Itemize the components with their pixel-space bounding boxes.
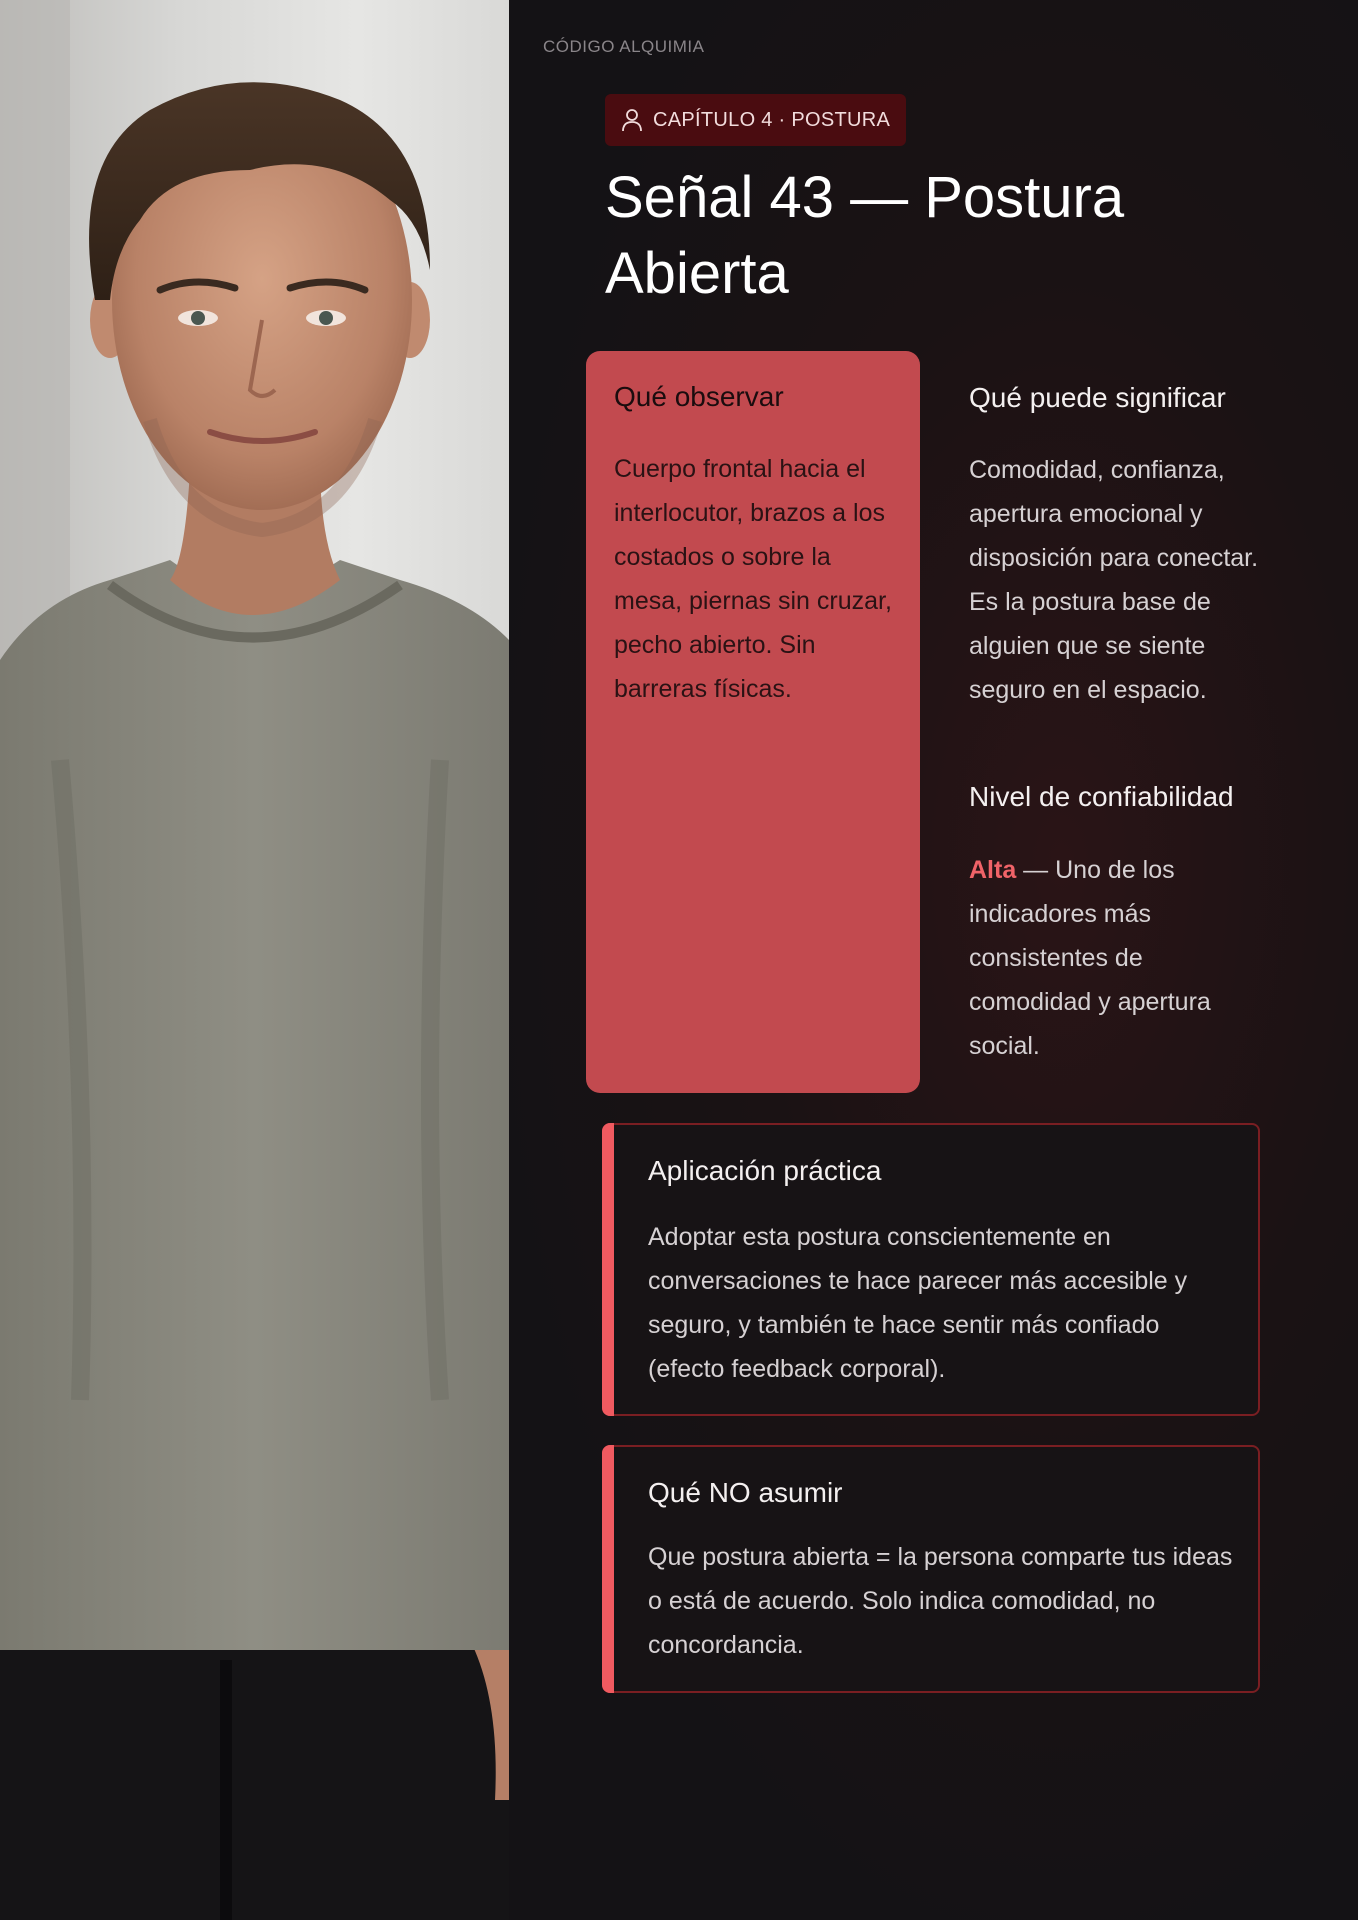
reliability-heading: Nivel de confiabilidad <box>969 781 1234 812</box>
reliability-level: Alta <box>969 856 1017 884</box>
chapter-label: CAPÍTULO 4 · POSTURA <box>653 108 891 131</box>
practical-text: Adoptar esta postura conscientemente en conversaciones te hace parecer más accesible y seguro, y también te hace sentir más confiado (efecto feedback corporal). <box>648 1223 1188 1383</box>
meaning-heading: Qué puede significar <box>969 382 1226 413</box>
reliability-text <box>969 848 1259 1068</box>
practical-heading: Aplicación práctica <box>648 1155 882 1186</box>
portrait-photo <box>0 0 509 1920</box>
chapter-chip <box>605 94 906 146</box>
person-icon <box>621 107 643 133</box>
dont-assume-box <box>602 1445 1260 1693</box>
meaning-text: Comodidad, confianza, apertura emocional y disposición para conectar. Es la postura base de alguien que se siente seguro en el espacio. <box>969 456 1259 704</box>
accent-bar <box>602 1123 614 1416</box>
page-title: Señal 43 — Postura Abierta <box>605 165 1125 306</box>
observe-heading: Qué observar <box>614 381 784 412</box>
portrait-illustration <box>0 0 509 1920</box>
dont-assume-text: Que postura abierta = la persona comparte tus ideas o está de acuerdo. Solo indica comodidad, no concordancia. <box>648 1543 1233 1659</box>
practical-box <box>602 1123 1260 1416</box>
dont-assume-heading: Qué NO asumir <box>648 1477 843 1508</box>
observe-text: Cuerpo frontal hacia el interlocutor, brazos a los costados o sobre la mesa, piernas sin cruzar, pecho abierto. Sin barreras físicas. <box>614 455 892 703</box>
observe-card <box>586 351 920 1093</box>
brand-label: CÓDIGO ALQUIMIA <box>543 37 705 56</box>
reliability-description: — Uno de los indicadores más consistentes de comodidad y apertura social. <box>969 856 1211 1060</box>
accent-bar <box>602 1445 614 1693</box>
content-panel <box>509 0 1358 1920</box>
